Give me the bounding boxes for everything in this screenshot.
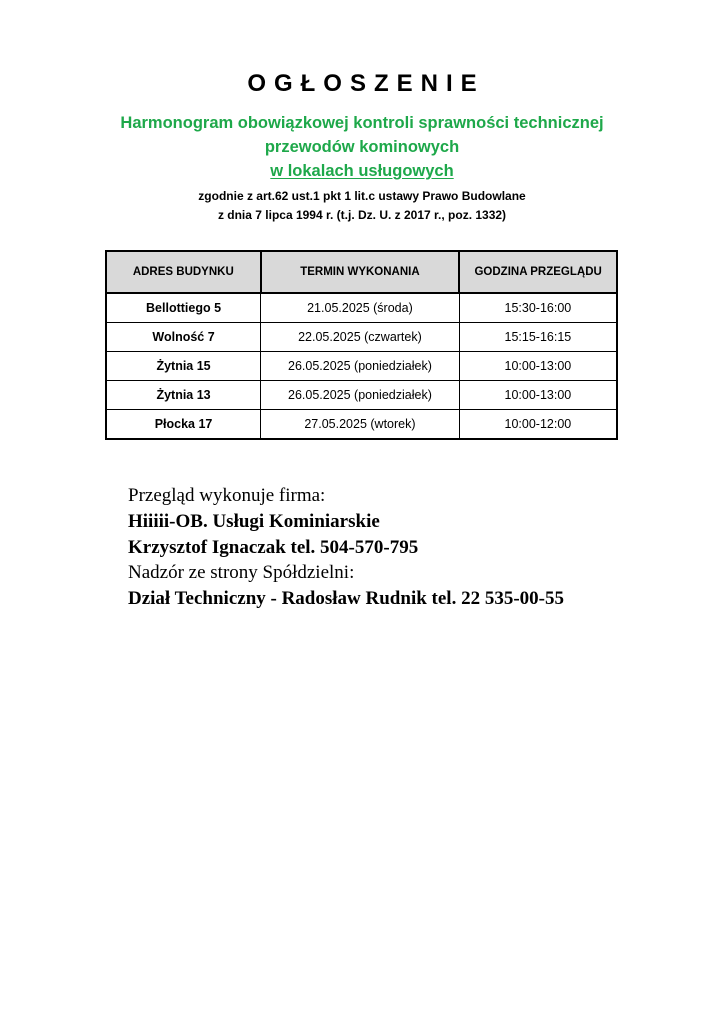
cell-date: 27.05.2025 (wtorek) [261, 410, 460, 440]
cell-time: 15:15-16:15 [459, 323, 617, 352]
cell-address: Bellottiego 5 [106, 293, 261, 323]
supervision-contact: Dział Techniczny - Radosław Rudnik tel. 22 535-00-55 [128, 588, 564, 609]
cell-address: Wolność 7 [106, 323, 261, 352]
cell-time: 10:00-13:00 [459, 381, 617, 410]
subtitle-line-3: w lokalach usługowych [270, 162, 454, 180]
page-title: OGŁOSZENIE [247, 70, 485, 97]
table-row [106, 293, 617, 323]
schedule-table [105, 250, 618, 440]
cell-date: 26.05.2025 (poniedziałek) [261, 381, 460, 410]
cell-date: 22.05.2025 (czwartek) [261, 323, 460, 352]
performed-by-label: Przegląd wykonuje firma: [128, 485, 326, 506]
cell-address: Żytnia 13 [106, 381, 261, 410]
company-name: Hiiiii-OB. Usługi Kominiarskie [128, 511, 380, 532]
table-row [106, 352, 617, 381]
legal-basis-line-1: zgodnie z art.62 ust.1 pkt 1 lit.c ustawy Prawo Budowlane [198, 189, 526, 203]
table-row [106, 381, 617, 410]
subtitle-line-1: Harmonogram obowiązkowej kontroli sprawności technicznej [120, 114, 604, 132]
cell-date: 26.05.2025 (poniedziałek) [261, 352, 460, 381]
cell-time: 15:30-16:00 [459, 293, 617, 323]
legal-basis-line-2: z dnia 7 lipca 1994 r. (t.j. Dz. U. z 2017 r., poz. 1332) [217, 208, 507, 222]
cell-time: 10:00-12:00 [459, 410, 617, 440]
subtitle-line-2: przewodów kominowych [264, 138, 460, 156]
table-row [106, 323, 617, 352]
table-row [106, 410, 617, 440]
header-address: ADRES BUDYNKU [106, 251, 261, 293]
header-time: GODZINA PRZEGLĄDU [459, 251, 617, 293]
cell-date: 21.05.2025 (środa) [261, 293, 460, 323]
header-date: TERMIN WYKONANIA [261, 251, 460, 293]
company-contact: Krzysztof Ignaczak tel. 504-570-795 [128, 537, 419, 558]
cell-address: Płocka 17 [106, 410, 261, 440]
supervision-label: Nadzór ze strony Spółdzielni: [128, 562, 355, 583]
cell-address: Żytnia 15 [106, 352, 261, 381]
table-header-row [106, 251, 617, 293]
cell-time: 10:00-13:00 [459, 352, 617, 381]
